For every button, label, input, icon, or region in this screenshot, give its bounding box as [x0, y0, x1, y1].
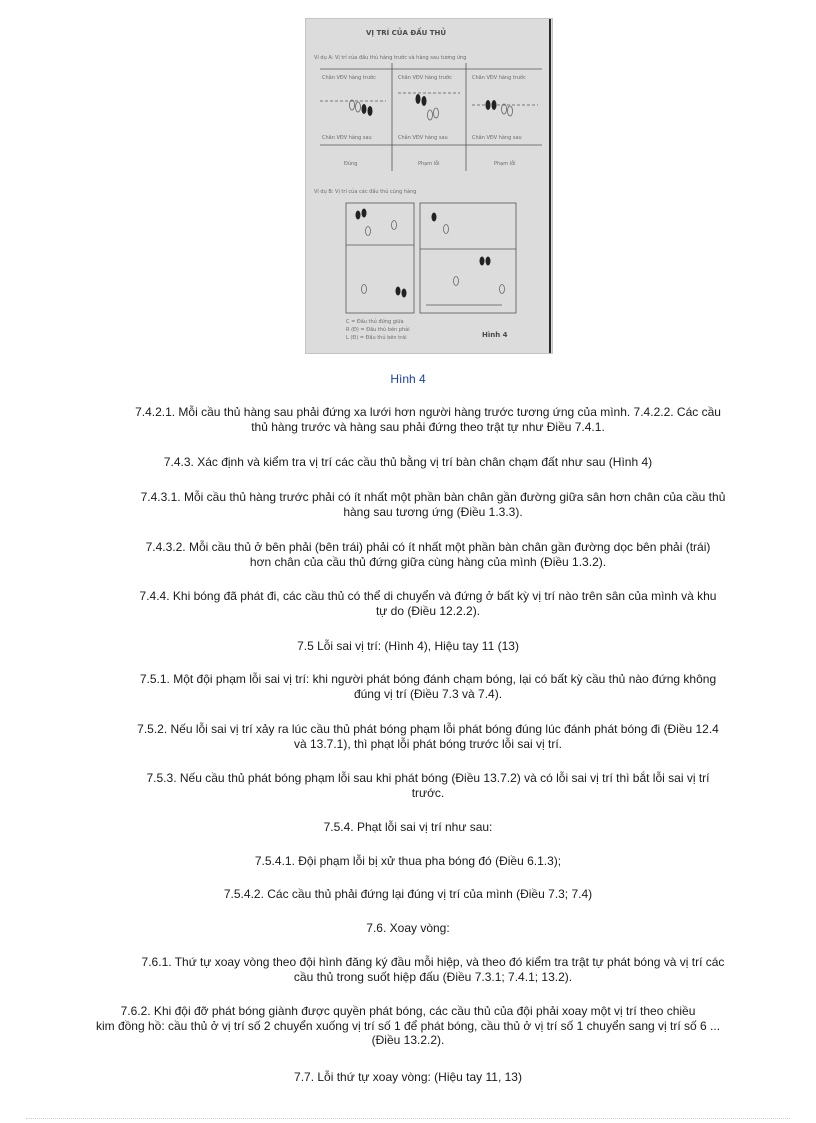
paragraph-7-6: 7.6. Xoay vòng:	[366, 921, 450, 935]
paragraph-7-4-4: 7.4.4. Khi bóng đã phát đi, các cầu thủ có thể di chuyển và đứng ở bất kỳ vị trí nào trên sân của mình và khu tự do (Điều 12.2.2).	[139, 589, 717, 618]
front-label-1: Chân VĐV hàng trước	[322, 75, 376, 81]
legend-right: R (Đ) = Đấu thủ bên phải	[346, 327, 410, 333]
figure-4-diagram	[306, 19, 552, 353]
example-a-label: Ví dụ A: Vị trí của đấu thủ hàng trước và hàng sau tương ứng	[314, 55, 467, 61]
paragraph-7-4-3-1: 7.4.3.1. Mỗi cầu thủ hàng trước phải có ít nhất một phần bàn chân gần đường giữa sân hơn chân của cầu thủ hàng sau tương ứng (Điều 1.3.3).	[140, 490, 726, 519]
figure-4-scan	[305, 18, 553, 354]
paragraph-7-7: 7.7. Lỗi thứ tự xoay vòng: (Hiệu tay 11, 13)	[294, 1070, 522, 1084]
figure-title: VỊ TRÍ CỦA ĐẤU THỦ	[366, 29, 447, 37]
footer-dotted-divider	[26, 1118, 790, 1119]
paragraph-7-5-1: 7.5.1. Một đội phạm lỗi sai vị trí: khi người phát bóng đánh chạm bóng, lại có bất kỳ cầu thủ nào đứng không đúng vị trí (Điều 7.3 và 7.4).	[139, 672, 717, 701]
paragraph-7-5-4-1: 7.5.4.1. Đội phạm lỗi bị xử thua pha bóng đó (Điều 6.1.3);	[254, 854, 562, 868]
back-label-1: Chân VĐV hàng sau	[322, 135, 372, 141]
paragraph-7-5-4-2: 7.5.4.2. Các cầu thủ phải đứng lại đúng vị trí của mình (Điều 7.3; 7.4)	[223, 887, 593, 901]
figure-label: Hình 4	[482, 331, 508, 339]
back-label-3: Chân VĐV hàng sau	[472, 135, 522, 141]
paragraph-7-4-2-1: 7.4.2.1. Mỗi cầu thủ hàng sau phải đứng xa lưới hơn người hàng trước tương ứng của mình. 7.4.2.2. Các cầu thủ hàng trước và hàng sau phải đứng theo trật tự như Điều 7.4.1.	[135, 405, 721, 434]
paragraph-7-5-3: 7.5.3. Nếu cầu thủ phát bóng phạm lỗi sau khi phát bóng (Điều 13.7.2) và có lỗi sai vị trí thì bắt lỗi sai vị trí trước.	[146, 771, 710, 800]
front-label-3: Chân VĐV hàng trước	[472, 75, 526, 81]
paragraph-7-4-3: 7.4.3. Xác định và kiểm tra vị trí các cầu thủ bằng vị trí bàn chân chạm đất như sau (Hình 4)	[163, 455, 653, 469]
back-label-2: Chân VĐV hàng sau	[398, 135, 448, 141]
verdict-2: Phạm lỗi	[418, 161, 440, 167]
paragraph-7-6-2: 7.6.2. Khi đội đỡ phát bóng giành được quyền phát bóng, các cầu thủ của đội phải xoay một vị trí theo chiều kim đồng hồ: cầu thủ ở vị trí số 2 chuyển xuống vị trí số 1 để phát bóng, cầu thủ ở vị trí số 1 chuyển sang vị trí số 6 ... (Điều 13.2.2).	[95, 1004, 721, 1047]
legend-left: L (Đ) = Đấu thủ bên trái	[346, 335, 407, 341]
paragraph-7-4-3-2: 7.4.3.2. Mỗi cầu thủ ở bên phải (bên trái) phải có ít nhất một phần bàn chân gần đường dọc bên phải (trái) hơn chân của cầu thủ đứng giữa cùng hàng của mình (Điều 1.3.2).	[145, 540, 711, 569]
paragraph-7-5-2: 7.5.2. Nếu lỗi sai vị trí xảy ra lúc cầu thủ phát bóng phạm lỗi phát bóng đúng lúc đánh phát bóng đi (Điều 12.4 và 13.7.1), thì phạt lỗi phát bóng trước lỗi sai vị trí.	[137, 722, 719, 751]
example-b-label: Ví dụ B: Vị trí của các đấu thủ cùng hàng	[314, 189, 417, 195]
figure-caption: Hình 4	[390, 372, 426, 386]
verdict-3: Phạm lỗi	[494, 161, 516, 167]
paragraph-7-6-1: 7.6.1. Thứ tự xoay vòng theo đội hình đăng ký đầu mỗi hiệp, và theo đó kiểm tra trật tự phát bóng và vị trí các cầu thủ trong suốt hiệp đấu (Điều 7.3.1; 7.4.1; 13.2).	[141, 955, 725, 984]
paragraph-7-5: 7.5 Lỗi sai vị trí: (Hình 4), Hiệu tay 11 (13)	[297, 639, 519, 653]
front-label-2: Chân VĐV hàng trước	[398, 75, 452, 81]
verdict-1: Đúng	[344, 161, 358, 167]
legend-center: C = Đấu thủ đứng giữa	[346, 319, 404, 325]
paragraph-7-5-4: 7.5.4. Phạt lỗi sai vị trí như sau:	[323, 820, 493, 834]
